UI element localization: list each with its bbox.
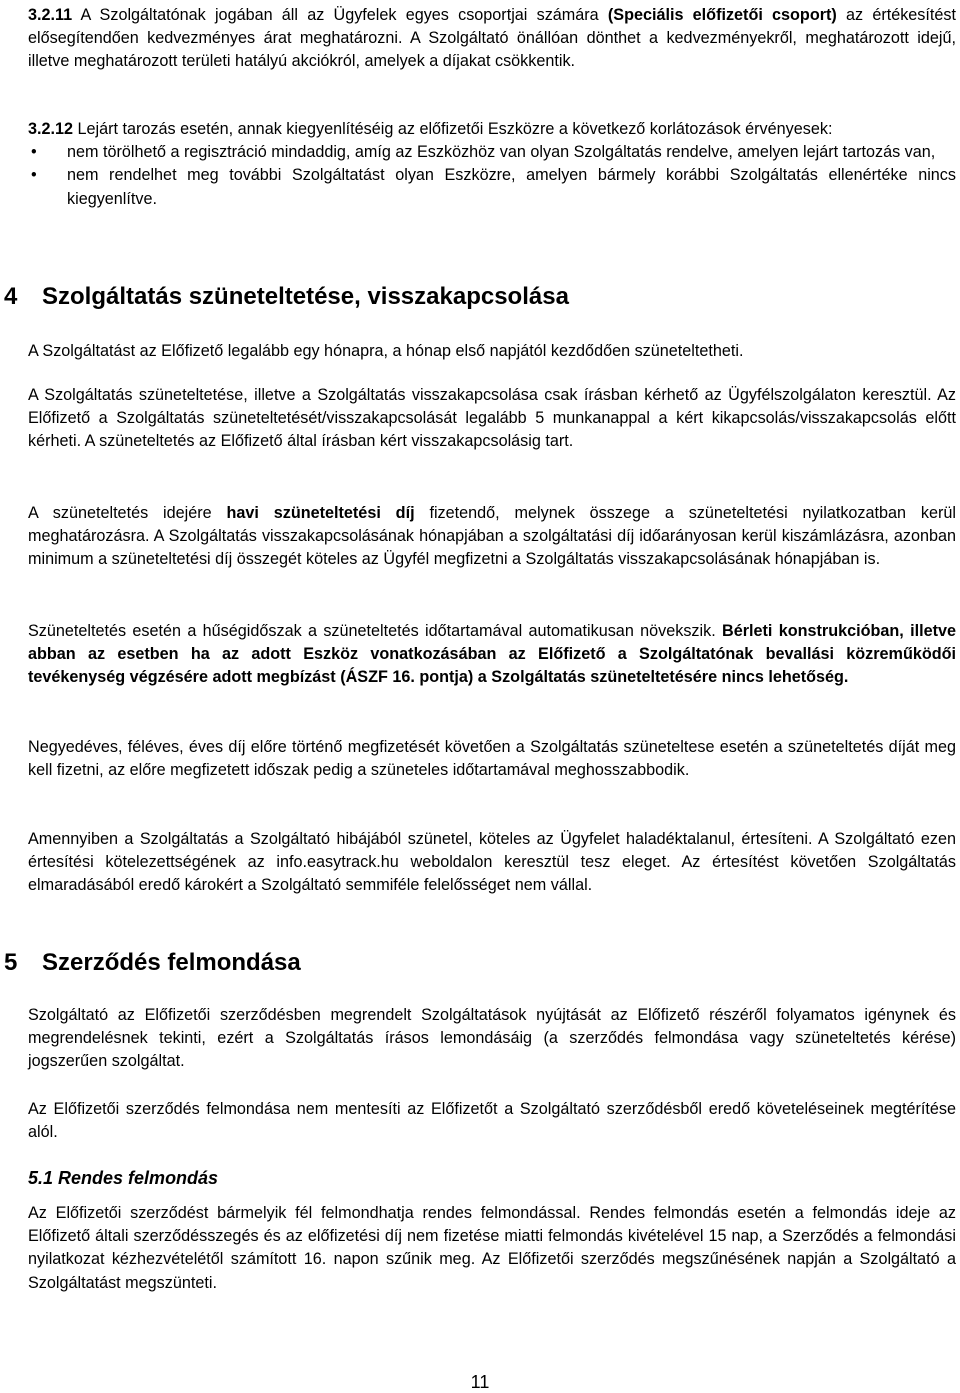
- heading-section-4: [4, 282, 932, 312]
- heading-title: Szolgáltatás szüneteltetése, visszakapcsolása: [42, 283, 569, 310]
- heading-number: 4: [4, 283, 18, 310]
- subheading-number: 5.1: [28, 1168, 54, 1188]
- heading-title: Szerződés felmondása: [42, 949, 301, 976]
- paragraph: Az Előfizetői szerződést bármelyik fél felmondhatja rendes felmondással. Rendes felmondás esetén a felmondás ideje az Előfizető általi szerződésszegés és az előfizetési díj nem fizetése miatti felmondás kivételével 15 nap, a Szerződés a felmondási nyilatkozat kézhezvételétől számított 16. napon szűnik meg. Az Előfizetői szerződés megszűnésének napján a Szolgáltató a Szolgáltatást megszünteti.: [28, 1204, 956, 1292]
- list-item: • nem törölhető a regisztráció mindaddig, amíg az Eszközhöz van olyan Szolgáltatás rendelve, amelyen lejárt tartozás van,: [28, 141, 956, 164]
- paragraph: 3.2.11 A Szolgáltatónak jogában áll az Ügyfelek egyes csoportjai számára (Speciális előfizetői csoport) az értékesítést elősegítendően kedvezményes árat meghatározni. A Szolgáltató önállóan dönthet a kedvezményekről, meghatározott idejű, illetve meghatározott területi hatályú akciókról, amelyek a díjakat csökkentik.: [28, 6, 956, 71]
- bullet-icon: •: [31, 166, 37, 185]
- section-3-2-11: [28, 4, 956, 74]
- heading-number: 5: [4, 949, 18, 976]
- paragraph: A Szolgáltatást az Előfizető legalább egy hónapra, a hónap első napjától kezdődően szüneteltetheti.: [28, 342, 744, 360]
- list-item: • nem rendelhet meg további Szolgáltatást olyan Eszközre, amelyen bármely korábbi Szolgáltatás ellenértéke nincs kiegyenlítve.: [31, 166, 956, 208]
- heading-subsection-5-1: [28, 1166, 956, 1190]
- paragraph: Szüneteltetés esetén a hűségidőszak a szüneteltetés időtartamával automatikusan növekszik. Bérleti konstrukcióban, illetve abban az esetben ha az adott Eszköz vonatkozásában az Előfizető a Szolgáltatónak bevallási közreműködői tevékenység végzésére adott megbízást (ÁSZF 16. pontja) a Szolgáltatás szüneteltetésére nincs lehetőség.: [28, 622, 956, 687]
- paragraph: A Szolgáltatás szüneteltetése, illetve a Szolgáltatás visszakapcsolása csak írásban kérhető az Ügyfélszolgálaton keresztül. Az Előfizető a Szolgáltatás szüneteltetését/visszakapcsolását legalább 5 munkanappal a kért kikapcsolás/visszakapcsolás előtt kérheti. A szüneteltetés az Előfizető által írásban kért visszakapcsolásig tart.: [28, 386, 956, 451]
- paragraph: Amennyiben a Szolgáltatás a Szolgáltató hibájából szünetel, köteles az Ügyfelet haladéktalanul, értesíteni. A Szolgáltató ezen értesítési kötelezettségének az info.easytrack.hu weboldalon keresztül tesz eleget. Az értesítést követően Szolgáltatás elmaradásából eredő károkért a Szolgáltató semmiféle felelősséget nem vállal.: [28, 830, 956, 895]
- paragraph: A szüneteltetés idejére havi szüneteltetési díj fizetendő, melynek összege a szüneteltetési nyilatkozatban kerül meghatározásra. A Szolgáltatás visszakapcsolásának hónapjában a szolgáltatási díj időarányosan kerül kiszámlázásra, azonban minimum a szüneteltetési díj összegét köteles az Ügyfél megfizetni a Szolgáltatás visszakapcsolásának hónapjában is.: [28, 504, 956, 569]
- bullet-list: [28, 141, 956, 211]
- page-number: 11: [470, 1372, 490, 1392]
- paragraph: Szolgáltató az Előfizetői szerződésben megrendelt Szolgáltatások nyújtását az Előfizető részéről folyamatos igénynek és megrendelésnek tekinti, ezért a Szolgáltatás írásos lemondásáig (a szerződés felmondása vagy szüneteltetés kérése) jogszerűen szolgáltat.: [28, 1006, 956, 1071]
- section-3-2-12: [28, 118, 956, 211]
- heading-section-5: [4, 948, 932, 978]
- section-number: 3.2.12: [28, 120, 74, 138]
- paragraph: Az Előfizetői szerződés felmondása nem mentesíti az Előfizetőt a Szolgáltató szerződésből eredő követeléseinek megtérítése alól.: [28, 1100, 956, 1142]
- subheading-title: Rendes felmondás: [53, 1168, 219, 1188]
- section-number: 3.2.11: [28, 6, 73, 24]
- bullet-icon: •: [31, 143, 37, 162]
- paragraph: Negyedéves, féléves, éves díj előre történő megfizetését követően a Szolgáltatás szüneteltese esetén a szüneteltetés díját meg kell fizetni, az előre megfizetett időszak pedig a szüneteles időtartamával meghosszabbodik.: [28, 738, 956, 780]
- paragraph: 3.2.12 Lejárt tarozás esetén, annak kiegyenlítéséig az előfizetői Eszközre a következő korlátozások érvényesek:: [28, 120, 833, 138]
